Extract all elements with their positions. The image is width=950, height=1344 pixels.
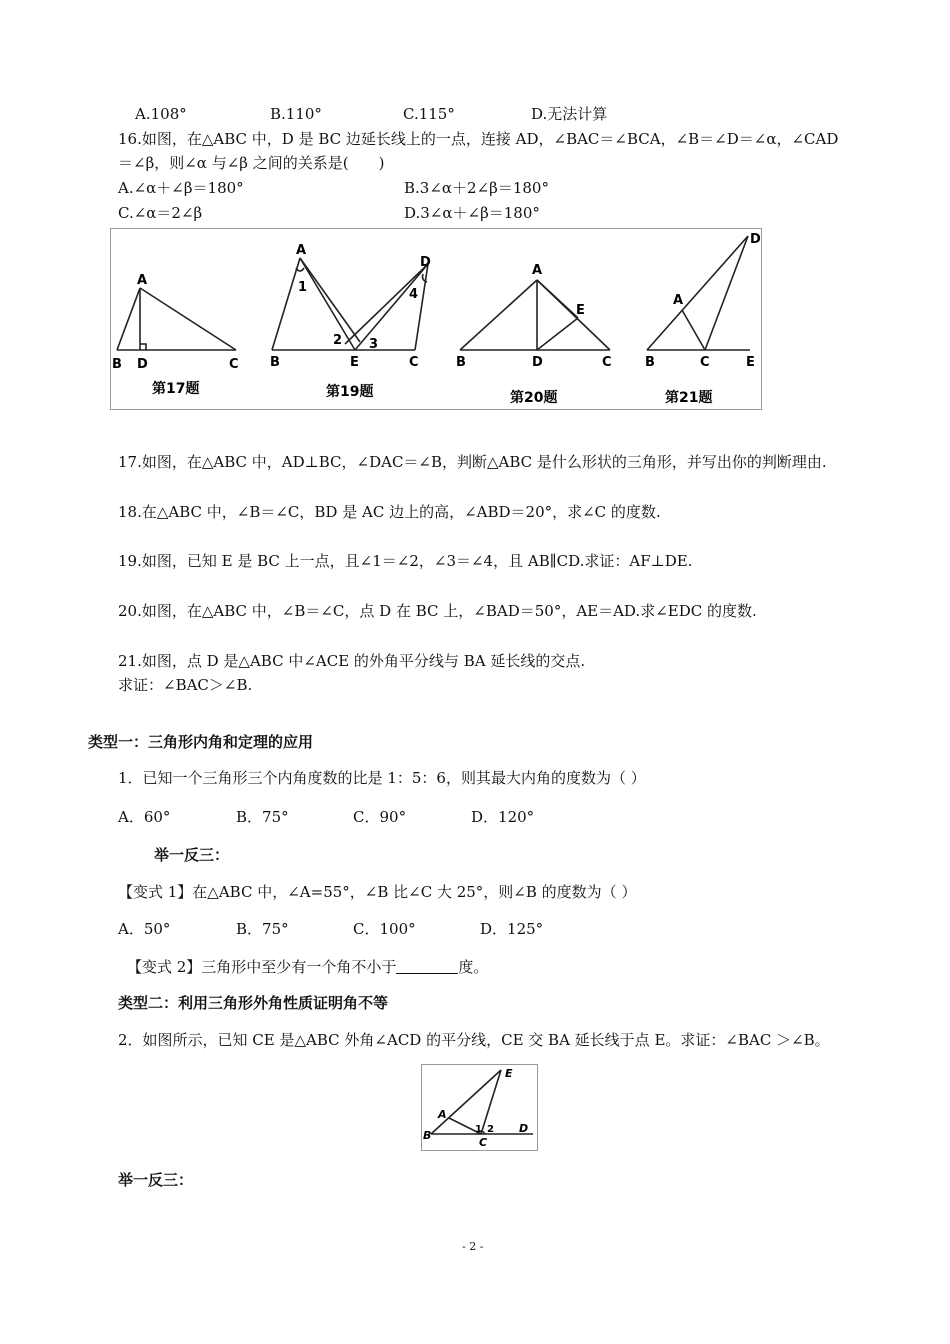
fig19-label-c: C [409, 355, 419, 370]
type2-angle-2: 2 [487, 1124, 494, 1135]
type1-v1-option-c: C．100° [353, 920, 416, 938]
figure-21 [647, 236, 750, 350]
type1-v1-option-d: D．125° [480, 920, 544, 938]
q16-line1: 16.如图，在△ABC 中，D 是 BC 边延长线上的一点，连接 AD，∠BAC＝∠BCA，∠B＝∠D＝∠α，∠CAD [118, 130, 839, 148]
q16-option-c: C.∠α＝2∠β [118, 204, 203, 222]
fig19-label-d: D [420, 255, 431, 270]
fig20-label-b: B [456, 355, 466, 370]
figure-19 [272, 258, 428, 350]
type1-heading: 类型一：三角形内角和定理的应用 [88, 733, 314, 751]
fig20-label-d: D [532, 355, 543, 370]
figures-strip [110, 228, 762, 410]
fig19-label-a: A [296, 243, 307, 258]
type2-heading: 类型二：利用三角形外角性质证明角不等 [118, 994, 389, 1012]
type1-variant-2 [127, 957, 488, 977]
fig21-label-c: C [700, 355, 710, 370]
q21-line1: 21.如图，点 D 是△ABC 中∠ACE 的外角平分线与 BA 延长线的交点. [118, 652, 586, 670]
figure-20 [460, 280, 610, 350]
q16-option-d: D.3∠α＋∠β＝180° [404, 204, 540, 222]
fig17-label-c: C [229, 357, 239, 372]
fig20-caption: 第20题 [510, 390, 558, 406]
type1-q1-option-d: D．120° [471, 808, 535, 826]
type2-practice-heading: 举一反三： [118, 1171, 194, 1189]
type1-q1-option-c: C．90° [353, 808, 407, 826]
answer-blank[interactable] [396, 959, 458, 974]
type1-v1-option-a: A．50° [118, 920, 171, 938]
q21-line2: 求证：∠BAC＞∠B. [118, 676, 253, 694]
q15-option-a: A.108° [135, 105, 187, 123]
q15-option-b: B.110° [270, 105, 322, 123]
type2-angle-1: 1 [475, 1124, 482, 1135]
q15-option-c: C.115° [403, 105, 455, 123]
q20: 20.如图，在△ABC 中，∠B＝∠C，点 D 在 BC 上，∠BAD＝50°，AE＝AD.求∠EDC 的度数. [118, 602, 757, 620]
fig21-label-b: B [645, 355, 655, 370]
q19: 19.如图，已知 E 是 BC 上一点，且∠1＝∠2，∠3＝∠4，且 AB∥CD.求证：AF⊥DE. [118, 552, 693, 570]
fig17-caption: 第17题 [152, 381, 200, 397]
type1-v1-option-b: B．75° [236, 920, 289, 938]
fig17-label-d: D [137, 357, 148, 372]
type2-label-e: E [505, 1067, 513, 1080]
variant-2-prefix: 【变式 2】三角形中至少有一个角不小于 [127, 958, 397, 976]
q16-line2: ＝∠β，则∠α 与∠β 之间的关系是( ) [118, 154, 385, 172]
fig17-label-a: A [137, 273, 148, 288]
page-number: - 2 - [462, 1240, 484, 1253]
fig21-label-e: E [746, 355, 755, 370]
fig21-caption: 第21题 [665, 390, 713, 406]
type1-q1: 1．已知一个三角形三个内角度数的比是 1：5：6，则其最大内角的度数为（ ） [118, 769, 646, 787]
fig21-label-a: A [673, 293, 684, 308]
type1-q1-option-b: B．75° [236, 808, 289, 826]
q16-option-a: A.∠α＋∠β＝180° [118, 179, 244, 197]
fig19-angle-2: 2 [333, 333, 343, 348]
variant-2-suffix: 度。 [458, 958, 489, 976]
fig19-caption: 第19题 [326, 384, 374, 400]
type2-label-c: C [479, 1136, 488, 1149]
fig19-label-e: E [350, 355, 359, 370]
fig19-label-b: B [270, 355, 280, 370]
fig19-angle-3: 3 [369, 337, 379, 352]
type2-label-d: D [519, 1122, 529, 1135]
figure-17 [117, 288, 236, 350]
fig19-angle-1: 1 [298, 280, 308, 295]
fig17-label-b: B [112, 357, 122, 372]
fig21-label-d: D [750, 232, 761, 247]
fig20-label-c: C [602, 355, 612, 370]
type2-label-b: B [423, 1129, 432, 1142]
type2-label-a: A [438, 1108, 447, 1121]
q18: 18.在△ABC 中，∠B＝∠C，BD 是 AC 边上的高，∠ABD＝20°，求∠C 的度数. [118, 503, 661, 521]
type1-practice-heading: 举一反三： [154, 846, 230, 864]
fig19-angle-4: 4 [409, 287, 419, 302]
type1-variant-1: 【变式 1】在△ABC 中，∠A=55°，∠B 比∠C 大 25°，则∠B 的度数为（ ） [118, 883, 637, 901]
type2-q2: 2．如图所示，已知 CE 是△ABC 外角∠ACD 的平分线，CE 交 BA 延长线于点 E。求证：∠BAC ＞∠B。 [118, 1031, 830, 1049]
type1-q1-option-a: A．60° [118, 808, 171, 826]
type2-figure [421, 1064, 538, 1151]
q17: 17.如图，在△ABC 中，AD⊥BC，∠DAC＝∠B，判断△ABC 是什么形状的三角形，并写出你的判断理由. [118, 453, 827, 471]
fig20-label-e: E [576, 303, 585, 318]
q16-option-b: B.3∠α＋2∠β＝180° [404, 179, 549, 197]
q15-option-d: D.无法计算 [531, 105, 608, 123]
fig20-label-a: A [532, 263, 543, 278]
